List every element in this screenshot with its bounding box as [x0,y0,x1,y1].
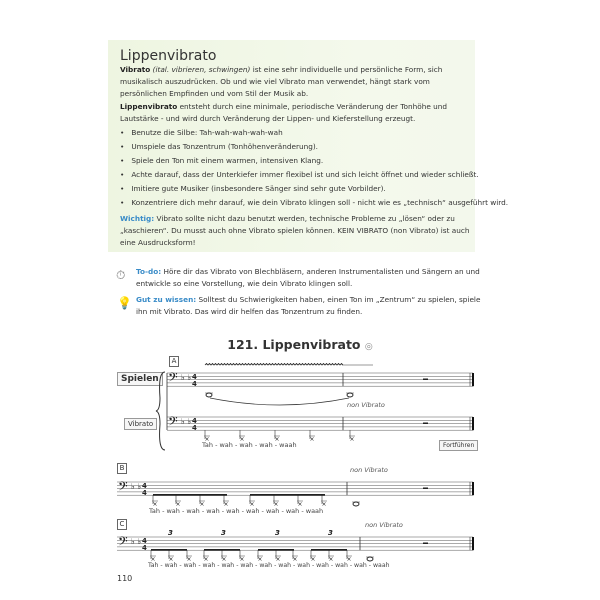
time-signature: 4 [192,373,197,381]
x-notehead: × [346,556,352,563]
bass-clef: 𝄢 [118,534,128,552]
text: Höre dir das Vibrato von Blechbläsern, anderen Instrumentalisten und Sängern an und entwickle so eine Vorstellung, wie dein Vibrato klingen soll. [136,267,480,288]
triplet-mark: 3 [275,529,280,537]
non-vibrato-b: non Vibrato [350,466,388,474]
x-notehead: × [168,556,174,563]
notehead [353,502,359,506]
etymology: (ital. vibrieren, schwingen) [150,65,251,74]
half-rest [423,379,428,381]
x-notehead: × [199,501,205,508]
x-notehead: × [274,436,280,443]
bass-clef: 𝄢 [118,479,128,497]
text: Vibrato sollte nicht dazu benutzt werden, technische Probleme zu „lösen“ oder zu „kaschieren“. Du musst auch ohne Vibrato spielen können. KEIN VIBRATO (non Vibrato) ist auch eine Ausdrucksform! [120,214,470,247]
triplet-mark: 3 [221,529,226,537]
audio-track-icon[interactable]: ◎ [364,342,373,352]
half-rest [423,423,428,425]
bass-clef: 𝄢 [168,414,178,432]
beam [151,549,187,551]
time-signature: 4 [192,417,197,425]
x-notehead: × [328,556,334,563]
flat: ♭ ♭ [181,373,192,382]
x-notehead: × [203,556,209,563]
lyrics-a: Tah - wah - wah - wah - waah [202,441,297,449]
label-vibrato: Vibrato [124,418,157,430]
non-vibrato-a: non Vibrato [347,401,385,409]
todo-label: To-do: [136,267,162,276]
section-a: A [169,356,179,367]
time-signature: 4 [142,482,147,490]
lyrics-c: Tah - wah - wah - wah - wah - wah - wah - wah - wah - wah - wah - wah - waah [148,562,390,569]
half-rest [423,488,428,490]
x-notehead: × [152,501,158,508]
bullet: • Konzentriere dich mehr darauf, wie dein Vibrato klingen soll - nicht wie es „technisch“ ausgeführt wird. [120,198,508,207]
continue-label: Fortführen [439,440,478,451]
page-number: 110 [117,574,133,583]
x-notehead: × [310,556,316,563]
bullet: • Umspiele das Tonzentrum (Tonhöhenveränderung). [120,142,318,151]
metronome-icon: ⏱ [116,268,126,282]
bullet: • Spiele den Ton mit einem warmen, intensiven Klang. [120,156,323,165]
beam [258,549,294,551]
x-notehead: × [175,501,181,508]
section-b: B [117,463,127,474]
beam [250,494,325,496]
x-notehead: × [249,501,255,508]
beam [204,549,240,551]
triplet-mark: 3 [328,529,333,537]
bullet: • Imitiere gute Musiker (insbesondere Sänger sind sehr gute Vorbilder). [120,184,386,193]
x-notehead: × [223,501,229,508]
non-vibrato-c: non Vibrato [365,521,403,529]
time-signature: 4 [192,424,197,432]
x-notehead: × [239,556,245,563]
flat: ♭ ♭ [181,417,192,426]
lightbulb-icon: 💡 [117,296,132,310]
time-signature: 4 [142,537,147,545]
notehead [347,393,353,397]
text: Solltest du Schwierigkeiten haben, einen Ton im „Zentrum“ zu spielen, spiele ihn mit Vibrato. Das wird dir helfen das Tonzentrum zu finden. [136,295,481,316]
x-notehead: × [273,501,279,508]
notehead [367,557,373,561]
vibrato-wave [205,364,343,366]
triplet-mark: 3 [168,529,173,537]
beam [153,494,227,496]
flat: ♭ ♭ [131,537,142,546]
info-title: Lippenvibrato [120,48,217,64]
time-signature: 4 [192,380,197,388]
lyrics-b: Tah - wah - wah - wah - wah - wah - wah - wah - waah [149,507,324,515]
label-play: Spielen [117,372,163,386]
x-notehead: × [239,436,245,443]
half-rest [423,543,428,545]
text: ist eine sehr individuelle und persönliche Form, sich musikalisch auszudrücken. Ob und wie viel Vibrato man verwendet, hängt stark vom persönlichen Empfinden und vom Stil der Musik ab. [120,65,443,98]
x-notehead: × [186,556,192,563]
bullet: • Benutze die Silbe: Tah-wah-wah-wah-wah [120,128,283,137]
text: entsteht durch eine minimale, periodische Veränderung der Tonhöhe und Lautstärke - und wird durch Veränderung der Lippen- und Kieferstellung erzeugt. [120,102,448,123]
x-notehead: × [204,436,210,443]
time-signature: 4 [142,489,147,497]
brace [156,372,165,450]
x-notehead: × [309,436,315,443]
beam [311,549,347,551]
x-notehead: × [150,556,156,563]
section-c: C [117,519,127,530]
time-signature: 4 [142,544,147,552]
title-text: 121. Lippenvibrato [227,337,361,352]
x-notehead: × [221,556,227,563]
important-label: Wichtig: [120,214,155,223]
bullet: • Achte darauf, dass der Unterkiefer immer flexibel ist und sich leicht öffnet und wieder schließt. [120,170,479,179]
tip-label: Gut zu wissen: [136,295,197,304]
tie [210,398,349,405]
flat: ♭ ♭ [131,482,142,491]
bass-clef: 𝄢 [168,370,178,388]
x-notehead: × [297,501,303,508]
x-notehead: × [275,556,281,563]
term: Vibrato [120,65,151,74]
notehead [206,393,212,397]
term: Lippenvibrato [120,102,178,111]
x-notehead: × [349,436,355,443]
x-notehead: × [321,501,327,508]
x-notehead: × [257,556,263,563]
x-notehead: × [292,556,298,563]
